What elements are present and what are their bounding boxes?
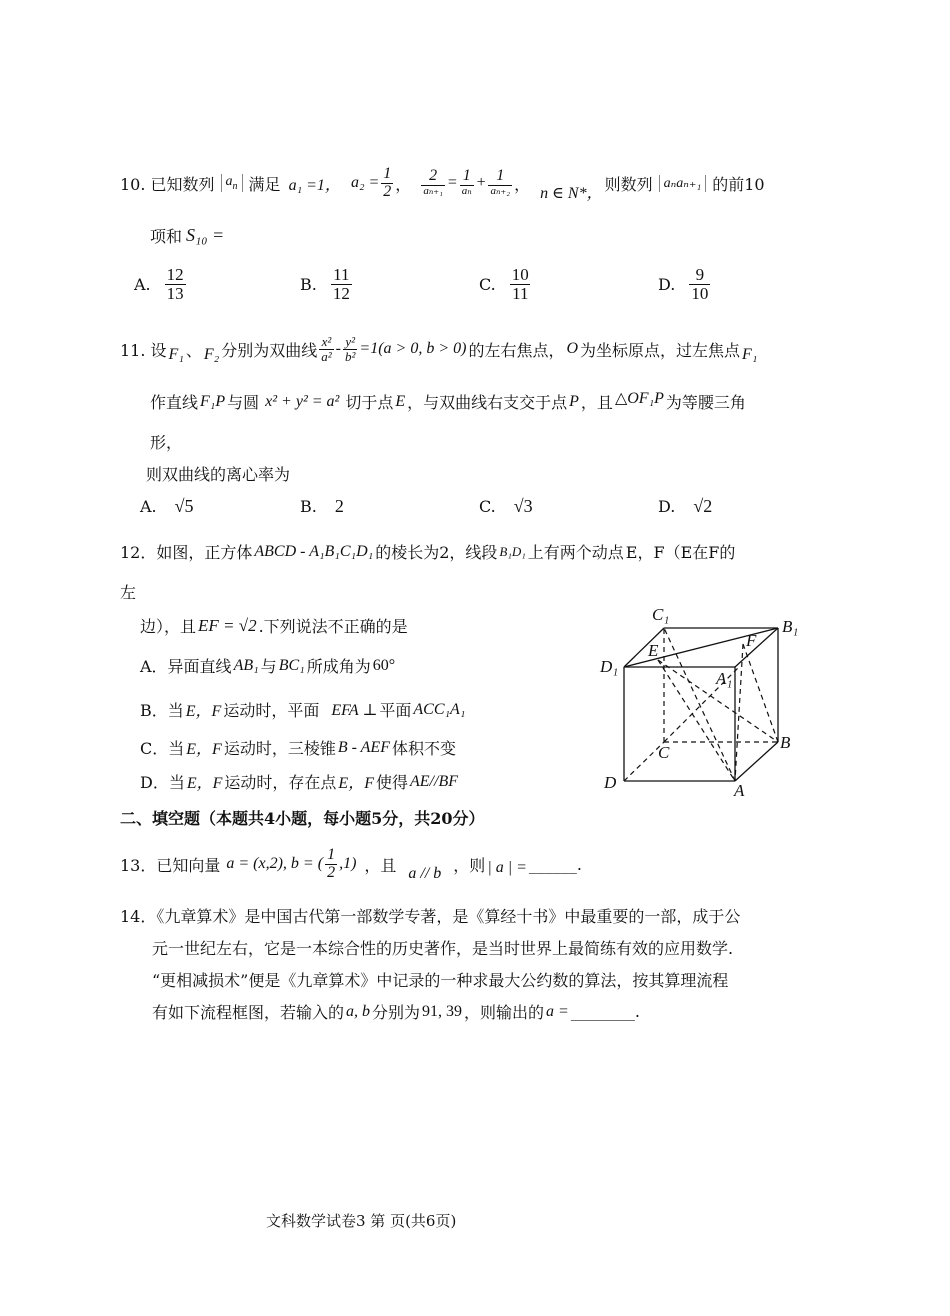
q10-seq-a: $a_n$	[221, 174, 243, 192]
q12-line1: 12．如图，正方体 ABCD - A₁B₁C₁D₁ 的棱长为2，线段 B₁D₁ 上有两个动点 E，F（E在F的	[120, 542, 736, 562]
q10-line2-text: 项和	[150, 227, 183, 246]
q10-prefix: 10. 已知数列	[120, 174, 215, 194]
label-a1: A₁	[716, 669, 733, 688]
label-d: D	[604, 773, 617, 792]
q10-then: 则数列	[604, 174, 653, 194]
label-a: A	[734, 781, 745, 800]
label-d1: D₁	[600, 657, 619, 676]
q10-line2	[150, 224, 224, 247]
page-footer: 文科数学试卷3 第 页(共6页)	[266, 1212, 457, 1230]
q13-vectors: a = (x,2), b = (	[226, 855, 324, 872]
q13-blank[interactable]: ______.	[528, 854, 582, 874]
q14-line2: 元一世纪左右，它是一本综合性的历史著作，是当时世界上最简练有效的应用数学.	[152, 939, 734, 958]
q11-option-c[interactable]: C. √3	[479, 496, 533, 516]
q14-blank[interactable]: ________.	[570, 1002, 640, 1021]
q10-option-d[interactable]: D. $\frac{9}{10}$	[658, 265, 709, 303]
q10-option-c[interactable]: C. $\frac{10}{11}$	[479, 265, 529, 303]
q11-circle: x² + y² = a²	[265, 392, 340, 410]
q11-option-d[interactable]: D. √2	[658, 496, 713, 516]
q12-option-b[interactable]: B．当 E，F 运动时，平面 EFA ⊥ 平面 ACC₁A₁	[140, 700, 466, 720]
label-c: C	[658, 743, 670, 762]
q10-rec-rhs1: $\frac{1}{\text{aₙ}}$	[461, 167, 472, 198]
q13-frac: $\frac{1}{2}$	[327, 845, 336, 881]
q11-f1: F₁	[168, 346, 184, 363]
q10-rec-lhs: $\frac{2}{\text{aₙ₊₁}}$	[423, 167, 443, 198]
label-e: E	[648, 641, 659, 660]
q12-line2: 左	[120, 583, 137, 602]
q11-line2: 作直线 F₁P 与圆 x² + y² = a² 切于点 E ，与双曲线右支交于点 P ，且 △OF₁P 为等腰三角	[150, 389, 746, 412]
label-b1: B₁	[782, 617, 799, 636]
q10-first10: 的前10	[712, 174, 765, 194]
label-b: B	[780, 733, 791, 752]
q12-cube: ABCD - A₁B₁C₁D₁	[254, 542, 374, 560]
q12-option-c[interactable]: C．当 E，F 运动时，三棱锥 B - AEF 体积不变	[140, 738, 456, 758]
q14-line4: 有如下流程框图，若输入的 a, b 分别为 91, 39 ，则输出的 a = ________.	[152, 1002, 640, 1022]
q10-satisfies: 满足	[248, 174, 281, 194]
diag-f-b	[743, 644, 778, 742]
label-f: F	[746, 631, 757, 650]
q11-option-b[interactable]: B. 2	[300, 496, 344, 516]
q13-line: 13．已知向量 a = (x,2), b = ( $\frac{1}{2}$ ,1) ，且 a // b ，则 | a | = ______.	[120, 845, 582, 882]
q11-line4: 则双曲线的离心率为	[146, 465, 291, 484]
q12-option-d[interactable]: D．当 E，F 运动时，存在点 E，F 使得 AE//BF	[140, 772, 458, 792]
q12-option-a[interactable]: A．异面直线 AB₁ 与 BC₁ 所成角为 60°	[140, 656, 396, 676]
q10-half: $\frac{1}{2}$	[383, 164, 392, 200]
q10-n-domain: n ∈ N*，	[540, 184, 603, 202]
q11-hyp-x: $\frac{\text{x²}}{\text{a²}}$	[321, 333, 332, 364]
cube-figure	[596, 600, 812, 800]
diag-f-a	[735, 644, 743, 781]
label-c1: C₁	[652, 605, 670, 624]
q10-s10: S₁₀ =	[186, 225, 225, 245]
q11-hyp-y: $\frac{\text{y²}}{\text{b²}}$	[345, 333, 356, 364]
q12-line3: 边），且 EF = √2 .下列说法不正确的是	[140, 615, 408, 636]
q10-prod-seq: aₙaₙ₊₁	[659, 175, 707, 192]
q10-option-b[interactable]: B. $\frac{11}{12}$	[300, 265, 350, 303]
q11-line3: 形，	[150, 433, 183, 452]
q14-line1: 14．《九章算术》是中国古代第一部数学专著，是《算经十书》中最重要的一部，成于公	[120, 907, 741, 926]
diag-a-c1	[664, 628, 735, 781]
q11-triangle: △OF₁P	[614, 389, 664, 407]
q11-option-a[interactable]: A. √5	[140, 496, 194, 516]
q11-line1: 11. 设 F₁ 、 F₂ 分别为双曲线 $\frac{\text{x²}}{\text{a²}}$ - $\frac{\text{y²}}{\text{b²}}$ =1(a > 0, b > 0) 的左右焦点， O 为坐标原点，过左焦点 F₁	[120, 333, 758, 364]
edge-b-a	[735, 742, 778, 781]
q14-line3: “更相减损术”便是《九章算术》中记录的一种求最大公约数的算法，按其算理流程	[152, 971, 729, 990]
q10-rec-rhs2: $\frac{1}{\text{aₙ₊₂}}$	[490, 167, 511, 198]
q11-hyp-cond: =1(a > 0, b > 0)	[359, 340, 467, 357]
q10-option-a[interactable]: A. $\frac{12}{13}$	[134, 265, 184, 303]
q10-cond2: a₂ =	[350, 174, 380, 191]
q11-f2: F₂	[203, 346, 220, 363]
q10-line1: 10. 已知数列 $a_n$ 满足 a₁ =1， a₂ = $\frac{1}{2}$ ， $\frac{2}{\text{aₙ₊₁}}$ = $\frac{1}{\text{aₙ}}$ + $\frac{1}{\text{aₙ₊₂}}$ ， n ∈ N*， 则数列 aₙaₙ₊₁ 的前10	[120, 164, 765, 202]
section2-title: 二、填空题（本题共4小题，每小题5分，共20分）	[120, 809, 485, 828]
q10-cond1: a₁ =1，	[288, 176, 341, 194]
